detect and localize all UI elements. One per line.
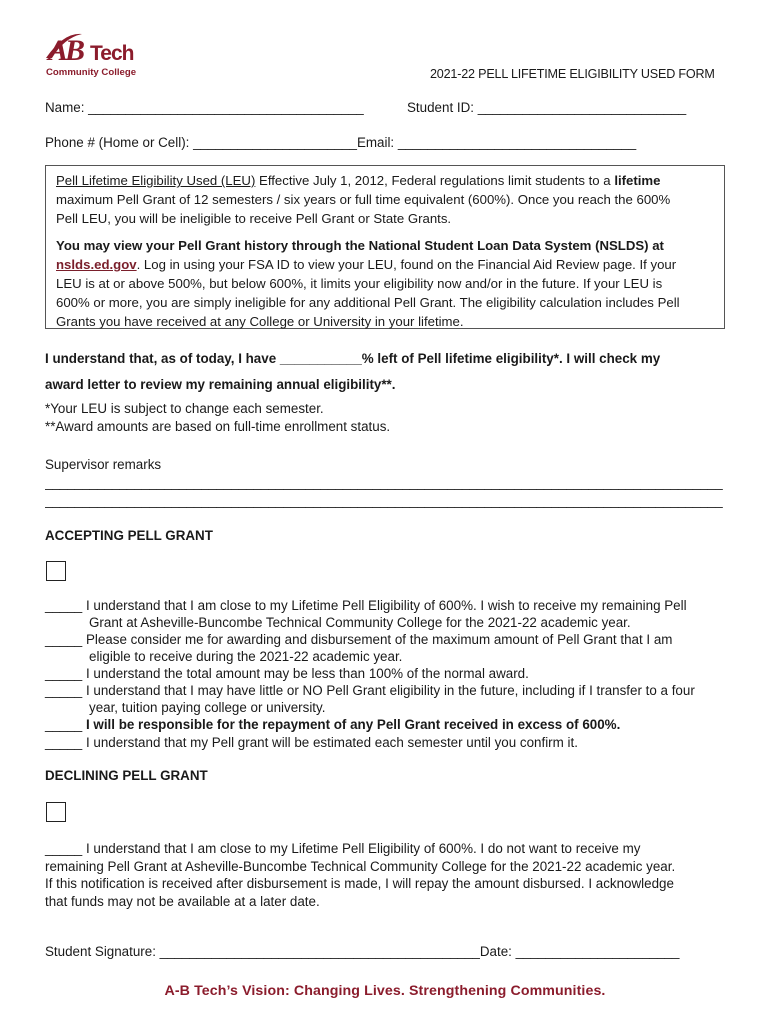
form-title: 2021-22 PELL LIFETIME ELIGIBILITY USED FORM <box>430 67 715 81</box>
accept-item: _____ I understand that my Pell grant will be estimated each semester until you confirm it. <box>45 735 578 750</box>
leu-note: *Your LEU is subject to change each semester. <box>45 401 324 416</box>
award-note: **Award amounts are based on full-time enrollment status. <box>45 419 391 434</box>
decline-text: remaining Pell Grant at Asheville-Buncombe Technical Community College for the 2021-22 academic year. <box>45 859 676 874</box>
nslds-link[interactable]: nslds.ed.gov <box>56 257 137 272</box>
logo-subtitle: Community College <box>46 67 137 78</box>
declining-heading: DECLINING PELL GRANT <box>45 768 208 783</box>
leu-paragraph: Pell Lifetime Eligibility Used (LEU) Effective July 1, 2012, Federal regulations limit students to a lifetime maximum Pell Grant of 12 semesters / six years or full time equivalent (600%). Once you reach the 600% Pell LEU, you will be ineligible to receive Pell Grant or State Grants. <box>56 173 671 226</box>
supervisor-remarks-line[interactable]: ___________________________________________________________________________________________ <box>45 475 723 490</box>
accept-item: _____ I understand that I am close to my Lifetime Pell Eligibility of 600%. I wish to receive my remaining Pell <box>45 598 687 613</box>
accepting-heading: ACCEPTING PELL GRANT <box>45 528 213 543</box>
supervisor-remarks-line[interactable]: ___________________________________________________________________________________________ <box>45 493 723 508</box>
student-id-field[interactable]: Student ID: ____________________________ <box>407 100 687 115</box>
signature-date-line[interactable]: Student Signature: ___________________________________________Date: ______________________ <box>45 944 680 959</box>
logo-letters: AB <box>48 34 83 67</box>
leu-term: Pell Lifetime Eligibility Used (LEU) <box>56 173 256 188</box>
eligibility-statement-line2: award letter to review my remaining annual eligibility**. <box>45 377 396 392</box>
accept-item-cont: eligible to receive during the 2021-22 academic year. <box>89 649 403 664</box>
accept-item-cont: year, tuition paying college or university. <box>89 700 326 715</box>
nslds-paragraph: You may view your Pell Grant history through the National Student Loan Data System (NSLDS) at nslds.ed.gov. Log in using your FSA ID to view your LEU, found on the Financial Aid Review page. If your LEU is at or above 500%, but below 600%, it limits your eligibility now and/or in the future. If your LEU is 600% or more, you are simply ineligible for any additional Pell Grant. The eligibility calculation includes Pell Grants you have received at any College or University in your lifetime. <box>56 238 680 329</box>
supervisor-label: Supervisor remarks <box>45 457 162 472</box>
phone-email-field[interactable]: Phone # (Home or Cell): ______________________Email: ________________________________ <box>45 135 637 150</box>
logo-word: Tech <box>90 42 134 65</box>
accept-item: _____ I understand the total amount may be less than 100% of the normal award. <box>45 666 529 681</box>
decline-checkbox[interactable] <box>46 802 66 822</box>
decline-text: If this notification is received after disbursement is made, I will repay the amount disbursed. I acknowledge <box>45 876 674 891</box>
decline-text: _____ I understand that I am close to my Lifetime Pell Eligibility of 600%. I do not want to receive my <box>45 841 641 856</box>
accept-item-cont: Grant at Asheville-Buncombe Technical Community College for the 2021-22 academic year. <box>89 615 631 630</box>
leu-info-box <box>45 165 725 329</box>
name-field[interactable]: Name: _____________________________________ <box>45 100 364 115</box>
ab-tech-logo <box>44 28 144 82</box>
vision-footer: A-B Tech’s Vision: Changing Lives. Strengthening Communities. <box>164 983 606 999</box>
decline-text: that funds may not be available at a later date. <box>45 894 320 909</box>
accept-item: _____ I understand that I may have little or NO Pell Grant eligibility in the future, including if I transfer to a four <box>45 683 695 698</box>
accept-item-repayment: _____ I will be responsible for the repayment of any Pell Grant received in excess of 600%. <box>45 717 621 732</box>
accept-checkbox[interactable] <box>46 561 66 581</box>
accept-item: _____ Please consider me for awarding and disbursement of the maximum amount of Pell Grant that I am <box>45 632 673 647</box>
eligibility-statement-line1[interactable]: I understand that, as of today, I have ___________% left of Pell lifetime eligibility*. I will check my <box>45 351 661 366</box>
